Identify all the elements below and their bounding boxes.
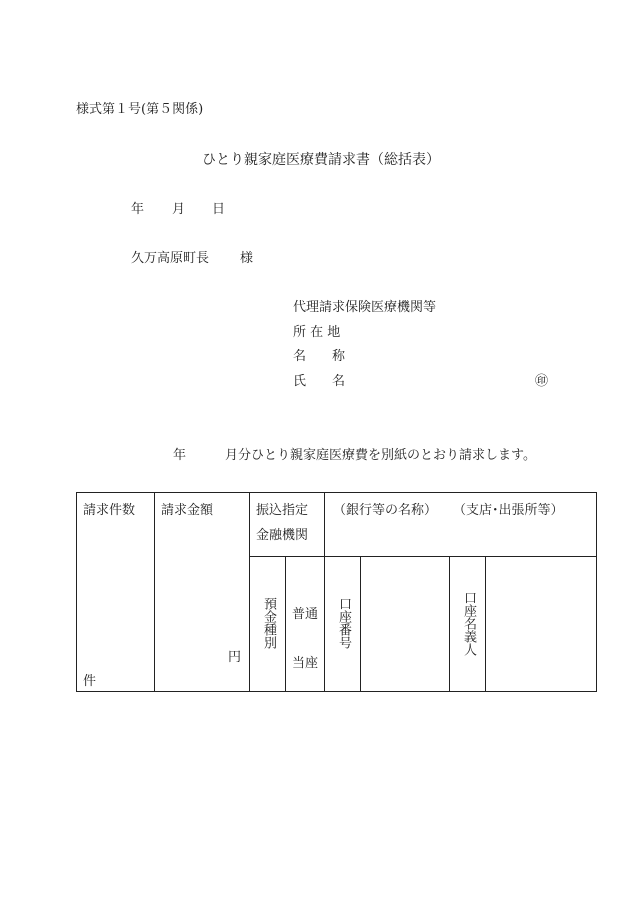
request-amount-cell[interactable] xyxy=(155,493,250,692)
request-amount-header: 請求金額 xyxy=(161,503,214,518)
deposit-ordinary-option[interactable]: 普通 xyxy=(292,607,319,622)
deposit-current-option[interactable]: 当座 xyxy=(292,656,319,671)
recipient-name: 久万高原町長 xyxy=(131,251,210,266)
date-month-label: 月 xyxy=(172,202,186,217)
bank-header-line2: 金融機関 xyxy=(256,528,309,543)
seal-icon: ㊞ xyxy=(535,374,549,389)
deposit-type-options-cell[interactable] xyxy=(286,557,325,692)
agent-address-label: 所 在 地 xyxy=(293,325,341,340)
account-number-label-cell xyxy=(325,557,361,692)
request-amount-unit: 円 xyxy=(227,650,241,665)
date-year-label: 年 xyxy=(131,202,145,217)
account-holder-value-cell[interactable] xyxy=(486,557,597,692)
agent-heading: 代理請求保険医療機関等 xyxy=(293,300,437,315)
deposit-type-label: 預金種別 xyxy=(261,597,276,649)
request-count-unit: 件 xyxy=(83,674,97,689)
request-count-header: 請求件数 xyxy=(83,503,136,518)
recipient-honorific: 様 xyxy=(240,251,254,266)
claim-table xyxy=(76,492,597,692)
statement-year-label: 年 xyxy=(173,448,187,463)
account-number-label: 口座番号 xyxy=(336,597,351,649)
bank-header-cell xyxy=(250,493,325,557)
form-number: 様式第１号(第５関係) xyxy=(76,102,204,117)
document-title: ひとり親家庭医療費請求書（総括表） xyxy=(202,152,440,168)
account-holder-label-cell xyxy=(450,557,486,692)
branch-label: （支店･出張所等） xyxy=(453,503,564,518)
date-day-label: 日 xyxy=(212,202,226,217)
statement-text: 月分ひとり親家庭医療費を別紙のとおり請求します。 xyxy=(225,448,536,463)
account-holder-label: 口座名義人 xyxy=(461,591,476,656)
agent-person-label: 氏 名 xyxy=(293,374,346,389)
account-number-value-cell[interactable] xyxy=(361,557,450,692)
deposit-type-label-cell xyxy=(250,557,286,692)
request-count-cell[interactable] xyxy=(77,493,155,692)
bank-name-label: （銀行等の名称） xyxy=(333,503,438,518)
bank-name-cell[interactable] xyxy=(325,493,597,557)
agent-name-label: 名 称 xyxy=(293,349,346,364)
bank-header-line1: 振込指定 xyxy=(256,503,309,518)
